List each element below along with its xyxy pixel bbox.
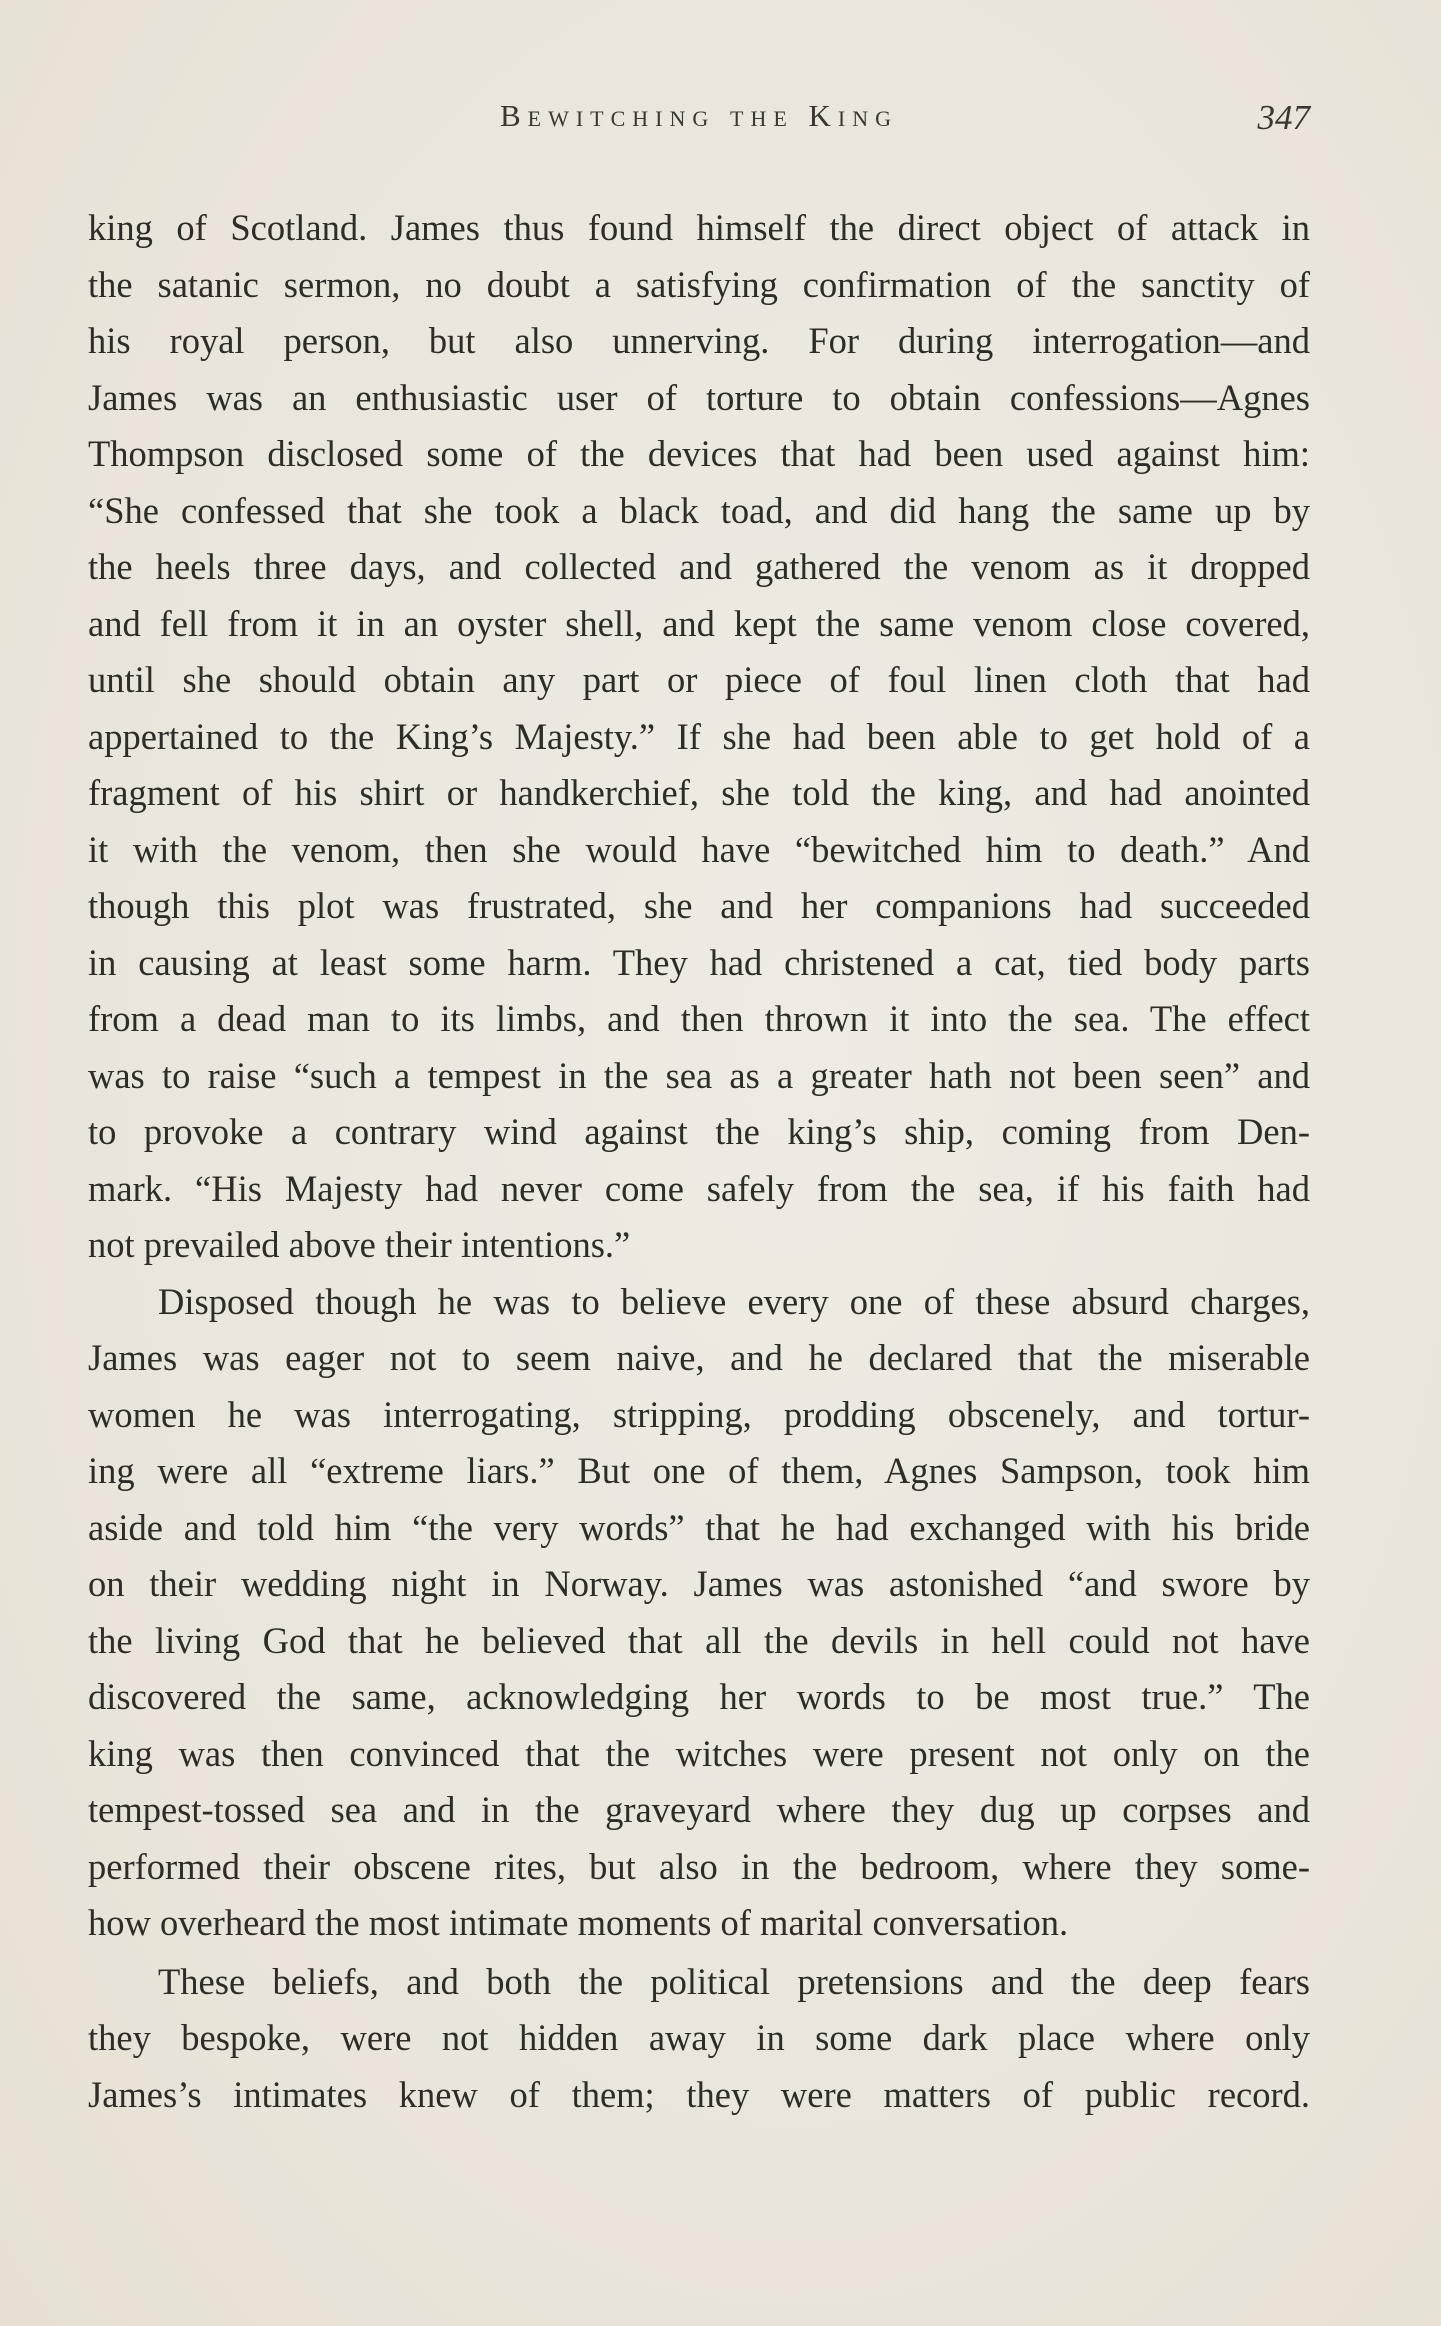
text-line: and fell from it in an oyster shell, and kept the same venom close covered, — [88, 602, 1310, 644]
running-title: Bewitching the King — [499, 98, 899, 133]
text-line: James was eager not to seem naive, and he declared that the miserable — [88, 1337, 1310, 1378]
text-line: they bespoke, were not hidden away in some dark place where only — [88, 2017, 1310, 2058]
text-line: James’s intimates knew of them; they were matters of public record. — [88, 2073, 1310, 2115]
paragraph-first-line: These beliefs, and both the political pretensions and the deep fears — [158, 1960, 1310, 2002]
text-line: was to raise “such a tempest in the sea as a greater hath not been seen” and — [88, 1054, 1310, 1096]
text-line: Thompson disclosed some of the devices that had been used against him: — [88, 433, 1310, 474]
text-line: king of Scotland. James thus found himself the direct object of attack in — [88, 207, 1310, 248]
text-line: ing were all “extreme liars.” But one of them, Agnes Sampson, took him — [88, 1450, 1310, 1491]
text-line: the living God that he believed that all the devils in hell could not have — [88, 1619, 1310, 1661]
paragraph-first-line: Disposed though he was to believe every one of these absurd charges, — [158, 1280, 1310, 1322]
text-line: though this plot was frustrated, she and her companions had succeeded — [88, 885, 1310, 926]
running-head — [88, 98, 1310, 148]
text-line: “She confessed that she took a black toad, and did hang the same up by — [88, 489, 1310, 531]
text-line: the heels three days, and collected and gathered the venom as it dropped — [88, 546, 1310, 587]
text-line: king was then convinced that the witches were present not only on the — [88, 1732, 1310, 1774]
text-line: mark. “His Majesty had never come safely from the sea, if his faith had — [88, 1167, 1310, 1209]
text-line: fragment of his shirt or handkerchief, she told the king, and had anointed — [88, 772, 1310, 813]
text-line: in causing at least some harm. They had christened a cat, tied body parts — [88, 941, 1310, 983]
text-line: on their wedding night in Norway. James was astonished “and swore by — [88, 1563, 1310, 1604]
text-line: the satanic sermon, no doubt a satisfying confirmation of the sanctity of — [88, 263, 1310, 305]
text-line: James was an enthusiastic user of torture to obtain confessions—Agnes — [88, 376, 1310, 418]
body-text — [88, 200, 1310, 2123]
text-line: from a dead man to its limbs, and then thrown it into the sea. The effect — [88, 998, 1310, 1039]
text-line: discovered the same, acknowledging her words to be most true.” The — [88, 1676, 1310, 1717]
text-line: aside and told him “the very words” that he had exchanged with his bride — [88, 1506, 1310, 1548]
text-line: to provoke a contrary wind against the king’s ship, coming from Den- — [88, 1111, 1310, 1152]
page-number: 347 — [1257, 98, 1310, 137]
text-line: his royal person, but also unnerving. For during interrogation—and — [88, 320, 1310, 361]
text-line: how overheard the most intimate moments of marital conversation. — [88, 1902, 1069, 1943]
text-line: tempest-tossed sea and in the graveyard where they dug up corpses and — [88, 1789, 1310, 1830]
text-line: it with the venom, then she would have “bewitched him to death.” And — [88, 828, 1310, 870]
text-line: performed their obscene rites, but also in the bedroom, where they some- — [88, 1845, 1310, 1887]
text-line: not prevailed above their intentions.” — [88, 1224, 631, 1265]
text-line: appertained to the King’s Majesty.” If she had been able to get hold of a — [88, 715, 1310, 757]
text-line: women he was interrogating, stripping, prodding obscenely, and tortur- — [88, 1393, 1310, 1435]
text-line: until she should obtain any part or piece of foul linen cloth that had — [88, 659, 1310, 700]
